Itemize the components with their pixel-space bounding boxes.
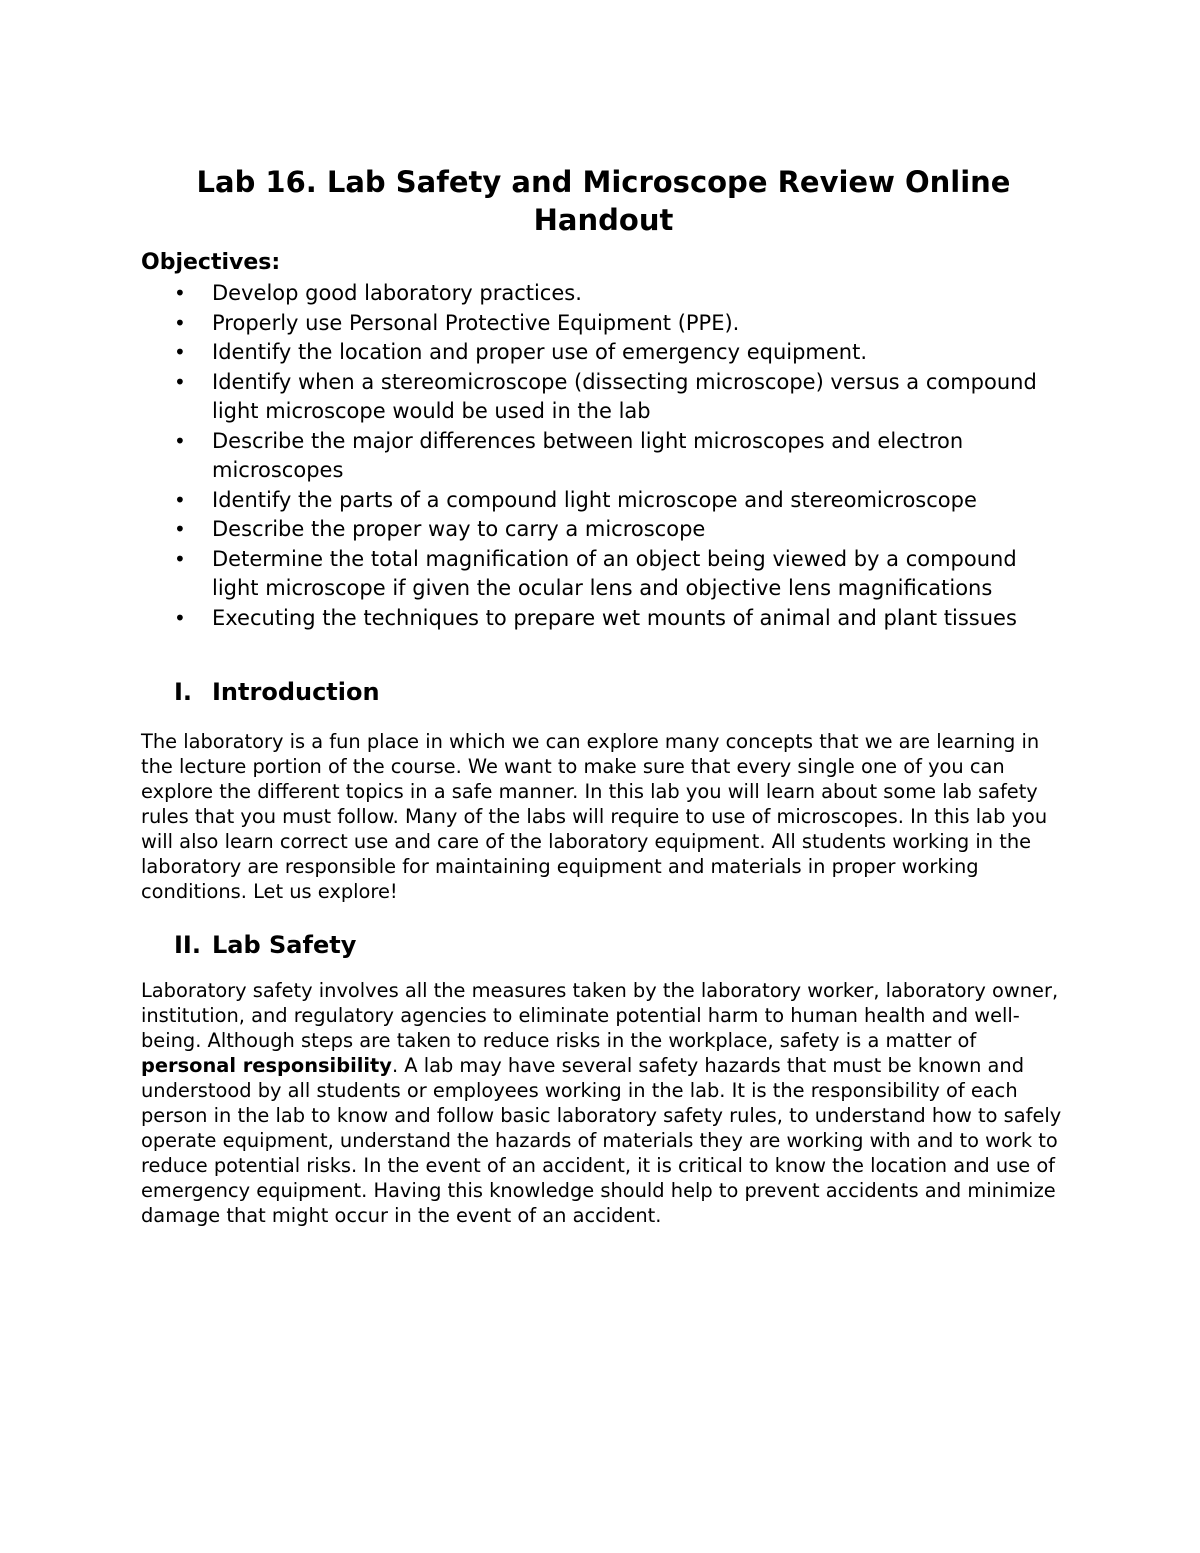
section-heading-lab-safety [141,930,1066,960]
list-item-text: Properly use Personal Protective Equipment (PPE). [212,310,740,335]
bullet-icon: • [174,487,186,512]
section-title: Lab Safety [212,931,357,959]
document-page [141,163,1066,1228]
list-item [141,545,1066,604]
list-item [141,486,1066,516]
introduction-paragraph: The laboratory is a fun place in which we can explore many concepts that we are learning in the lecture portion of the course. We want to make sure that every single one of you can explore the different topics in a safe manner. In this lab you will learn about some lab safety rules that you must follow. Many of the labs will require to use of microscopes. In this lab you will also learn correct use and care of the laboratory equipment. All students working in the laboratory are responsible for maintaining equipment and materials in proper working conditions. Let us explore! [141,730,1048,903]
list-item-text: Executing the techniques to prepare wet mounts of animal and plant tissues [212,605,1017,630]
list-item [141,309,1066,339]
list-item [141,338,1066,368]
bullet-icon: • [174,517,186,541]
bullet-icon: • [174,428,186,453]
list-item-text: Develop good laboratory practices. [212,281,582,305]
list-item [141,279,1066,309]
objectives-list [141,279,1066,633]
list-item-text: Describe the major differences between light microscopes and electron microscopes [212,428,964,482]
section-heading-introduction [141,677,1066,707]
bullet-icon: • [174,310,186,335]
section-number: II. [174,931,201,959]
objectives-heading: Objectives: [141,250,281,275]
list-item-text: Determine the total magnification of an object being viewed by a compound light microscope if given the ocular lens and objective lens magnifications [212,546,1017,600]
bullet-icon: • [174,369,186,394]
bullet-icon: • [174,281,186,305]
document-title: Lab 16. Lab Safety and Microscope Review Online Handout [196,165,1011,237]
bullet-icon: • [174,546,186,571]
list-item-text: Identify the location and proper use of emergency equipment. [212,340,868,364]
list-item [141,368,1066,427]
list-item-text: Identify the parts of a compound light microscope and stereomicroscope [212,487,977,512]
paragraph-text: Laboratory safety involves all the measures taken by the laboratory worker, laboratory owner, institution, and regulatory agencies to eliminate potential harm to human health and well-being. Although steps are taken to reduce risks in the workplace, safety is a matter of [141,979,1059,1052]
bullet-icon: • [174,340,186,364]
list-item [141,604,1066,634]
bullet-icon: • [174,605,186,630]
section-number: I. [174,678,193,706]
list-item-text: Identify when a stereomicroscope (dissecting microscope) versus a compound light microscope would be used in the lab [212,369,1037,423]
emphasis-text: personal responsibility [141,1054,392,1077]
list-item [141,427,1066,486]
paragraph-text: . A lab may have several safety hazards that must be known and understood by all students or employees working in the lab. It is the responsibility of each person in the lab to know and follow basic laboratory safety rules, to understand how to safely operate equipment, understand the hazards of materials they are working with and to work to reduce potential risks. In the event of an accident, it is critical to know the location and use of emergency equipment. Having this knowledge should help to prevent accidents and minimize damage that might occur in the event of an accident. [141,1054,1062,1227]
lab-safety-paragraph [141,978,1066,1228]
section-title: Introduction [212,678,380,706]
list-item-text: Describe the proper way to carry a microscope [212,517,706,541]
list-item [141,515,1066,545]
